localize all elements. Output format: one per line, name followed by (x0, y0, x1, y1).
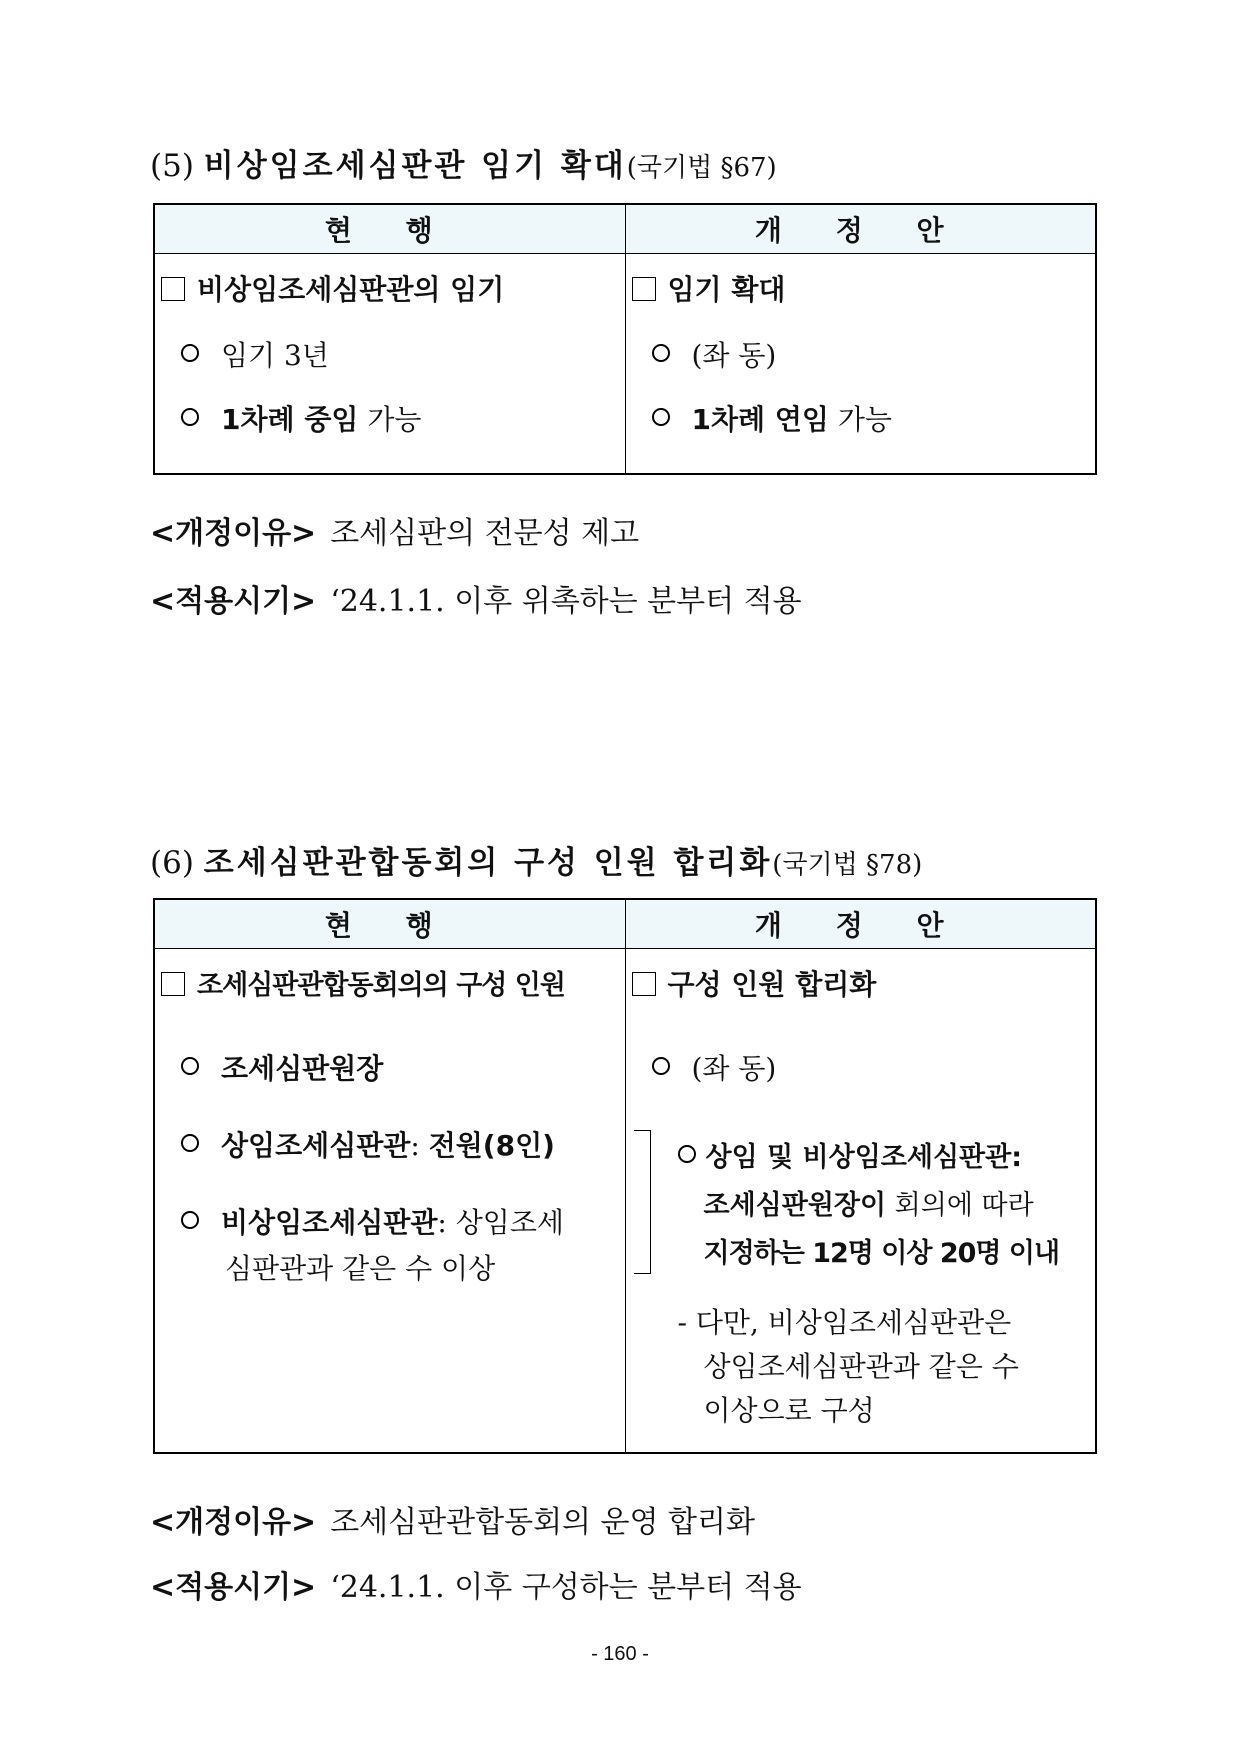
reason-text: 조세심판의 전문성 제고 (330, 516, 640, 551)
proposed-sub-item-continuation: 이상으로 구성 (703, 1394, 875, 1427)
section5-heading: 비상임조세심판관 임기 확대 (203, 148, 627, 184)
proposed-item-text: (좌 동) (691, 1052, 777, 1085)
apply-label: <적용시기> (150, 1570, 317, 1605)
proposed-item-text: 회의에 따라 (894, 1190, 1034, 1221)
current-item-bold: 비상임조세심판관 (221, 1206, 438, 1239)
proposed-item-text: 가능 (837, 403, 892, 436)
checkbox-icon (161, 972, 185, 996)
current-heading-line (161, 268, 504, 308)
proposed-cell (625, 949, 1096, 1454)
proposed-item-continuation (704, 1183, 1034, 1222)
proposed-item-bold: 1차례 연임 (691, 403, 829, 436)
current-item-bold: 상임조세심판관 (221, 1129, 411, 1162)
current-item-text: 가능 (367, 403, 422, 436)
reason-label: <개정이유> (150, 1505, 317, 1540)
current-item (181, 398, 421, 438)
apply-text: ‘24.1.1. 이후 구성하는 분부터 적용 (330, 1570, 802, 1605)
bullet-circle-icon (652, 408, 670, 426)
current-item (181, 1124, 555, 1164)
current-heading: 조세심판관합동회의의 구성 인원 (197, 970, 565, 1001)
section6-table (153, 898, 1097, 1454)
current-item-bold: 전원(8인) (428, 1129, 555, 1162)
apply-text: ‘24.1.1. 이후 위촉하는 분부터 적용 (330, 584, 802, 619)
proposed-cell (625, 254, 1096, 475)
proposed-item (652, 398, 892, 438)
current-item (181, 1201, 564, 1241)
proposed-item (652, 334, 777, 374)
current-item-continuation: 심판관과 같은 수 이상 (225, 1252, 496, 1285)
section5-ref: (국기법 §67) (626, 153, 777, 183)
proposed-sub-item: - 다만, 비상임조세심판관은 (677, 1306, 1012, 1339)
proposed-heading-line (632, 268, 786, 308)
proposed-item-continuation: 지정하는 12명 이상 20명 이내 (703, 1238, 1060, 1269)
current-item-bold: 1차례 중임 (221, 403, 359, 436)
current-heading: 비상임조세심판관의 임기 (197, 273, 505, 306)
checkbox-icon (632, 277, 656, 301)
apply-label: <적용시기> (150, 584, 317, 619)
proposed-heading-line (632, 963, 877, 1003)
column-header-current: 현 행 (154, 204, 625, 254)
grouping-bracket (634, 1130, 651, 1274)
section5-title (150, 140, 777, 185)
current-heading-line (161, 963, 565, 1002)
proposed-item-bold: 조세심판원장이 (703, 1190, 887, 1221)
current-cell (154, 254, 625, 475)
proposed-item-bold: 상임 및 비상임조세심판관: (705, 1142, 1022, 1173)
proposed-heading: 임기 확대 (667, 273, 786, 306)
section6-heading: 조세심판관합동회의 구성 인원 합리화 (203, 845, 773, 881)
bullet-circle-icon (181, 1134, 199, 1152)
current-item-text: : (410, 1129, 429, 1162)
current-cell (154, 949, 625, 1454)
proposed-item-text: (좌 동) (691, 339, 777, 372)
section6-apply (150, 1562, 802, 1606)
section6-number: (6) (150, 845, 194, 881)
section5-apply (150, 576, 802, 620)
page-number: - 160 - (591, 1643, 649, 1665)
reason-text: 조세심판관합동회의 운영 합리화 (330, 1505, 755, 1540)
proposed-sub-item-continuation: 상임조세심판관과 같은 수 (703, 1350, 1019, 1383)
bullet-circle-icon (181, 344, 199, 362)
section6-reason (150, 1497, 755, 1541)
proposed-item (678, 1135, 1023, 1174)
section5-table (153, 203, 1097, 475)
checkbox-icon (632, 972, 656, 996)
current-item-bold: 조세심판원장 (221, 1052, 384, 1085)
section6-ref: (국기법 §78) (772, 850, 923, 880)
bullet-circle-icon (678, 1145, 696, 1163)
bullet-circle-icon (652, 1057, 670, 1075)
current-item (181, 1047, 383, 1087)
bullet-circle-icon (652, 344, 670, 362)
bullet-circle-icon (181, 1211, 199, 1229)
checkbox-icon (161, 277, 185, 301)
bullet-circle-icon (181, 1057, 199, 1075)
current-item-text: 임기 3년 (221, 339, 329, 372)
column-header-proposed: 개 정 안 (625, 899, 1096, 949)
section5-number: (5) (150, 148, 194, 184)
proposed-item (652, 1047, 777, 1087)
current-item (181, 334, 329, 374)
section5-reason (150, 508, 639, 552)
column-header-proposed: 개 정 안 (625, 204, 1096, 254)
column-header-current: 현 행 (154, 899, 625, 949)
bullet-circle-icon (181, 408, 199, 426)
current-item-text: : 상임조세 (437, 1206, 564, 1239)
proposed-heading: 구성 인원 합리화 (667, 968, 877, 1001)
section6-title (150, 837, 922, 882)
reason-label: <개정이유> (150, 516, 317, 551)
